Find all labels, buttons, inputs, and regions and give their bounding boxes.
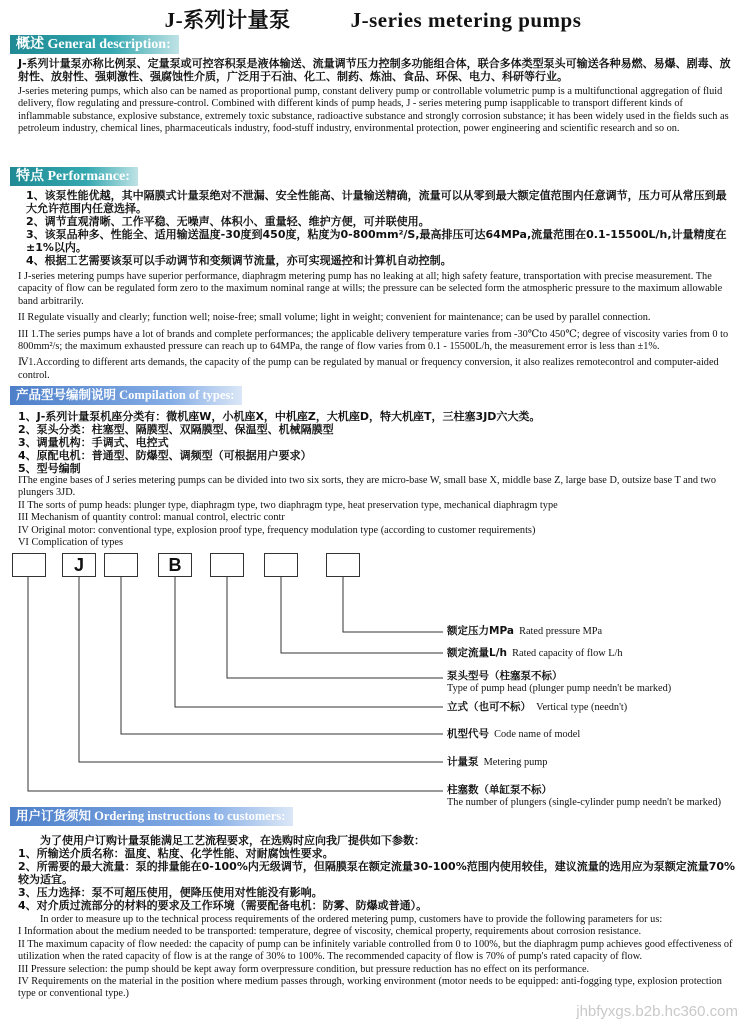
perf-en-2: II Regulate visually and clearly; function well; noise-free; small volume; light in weight; convenient for maintenance; can be used by parallel connection. (18, 312, 651, 324)
comp-zh-2: 2、泵头分类：柱塞型、隔膜型、双隔膜型、保温型、机械隔膜型 (18, 423, 334, 436)
general-zh: J-系列计量泵亦称比例泵、定量泵或可控容积泵是液体输送、流量调节压力控制多功能组合体，联合多体类型泵头可输送各种易燃、易爆、剧毒、放射性、放射性、强刺激性、强腐蚀性介质，广泛用于石油、化工、制药、炼油、食品、环保、电力、科研等行业。 (18, 57, 731, 83)
code-box-2: J (62, 553, 96, 577)
label-vertical: 立式（也可不标） Vertical type (needn't) (447, 701, 628, 713)
comp-en-1: IThe engine bases of J series metering pumps can be divided into two six sorts, they are micro-base W, small base X, middle base Z, large base D, outsize base T and two plungers 3JD. (18, 475, 717, 499)
comp-zh-1: 1、J-系列计量泵机座分类有：微机座W，小机座X，中机座Z，大机座D，特大机座T，三柱塞3JD六大类。 (18, 410, 541, 423)
performance-header: 特点 Performance: (10, 167, 138, 186)
comp-zh-4: 4、原配电机：普通型、防爆型、调频型（可根据用户要求） (18, 449, 312, 462)
comp-en-2: II The sorts of pump heads: plunger type, diaphragm type, two diaphragm type, heat preservation type, mechanical diaphragm type (18, 499, 558, 511)
ordering-header: 用户订货须知 Ordering instructions to customers: (10, 807, 293, 826)
order-en-3: III Pressure selection: the pump should be kept away form overpressure condition, but pressure reduction has no effect on its performance. (18, 963, 590, 975)
perf-en-1: I J-series metering pumps have superior performance, diaphragm metering pump has no leaking at all; high safety feature, transportation with precise measurement. The capacity of flow can be regulated form zero to the maximum nominal range at wills; the pressure can be selected form the atmospheric pressure to the maximum allowable band arbitrarily. (18, 271, 723, 307)
title-zh: J-系列计量泵 (164, 8, 291, 32)
comp-zh-3: 3、调量机构：手调式、电控式 (18, 436, 169, 449)
order-zh-0: 为了使用户订购计量泵能满足工艺流程要求，在选购时应向我厂提供如下参数： (40, 834, 425, 847)
label-rated-flow: 额定流量L/h Rated capacity of flow L/h (447, 647, 623, 659)
perf-zh-2: 2、调节直观清晰、工作平稳、无噪声、体积小、重量轻、维护方便，可并联使用。 (26, 215, 430, 228)
comp-en-4: IV Original motor: conventional type, explosion proof type, frequency modulation type (according to customer requirements) (18, 524, 536, 536)
order-zh-3: 3、压力选择：泵不可超压使用，便降压使用对性能没有影响。 (18, 886, 323, 899)
order-en-0: In order to measure up to the technical process requirements of the ordered metering pump, customers have to provide the following parameters for us: (40, 914, 663, 925)
general-en: J-series metering pumps, which also can be named as proportional pump, constant delivery pump or controllable volumetric pump is a multifunctional aggregation of fluid delivery, flow regulating and pressure-control. Combined with different kinds of pump heads, J - series metering pump isapplicable to transport different kinds of inflammable substance, explosive substance, extremely toxic substance, radioactive substance and strongly corrosion substance; it has been widely used in the fields such as petroleum industry, chemical lines, pharmaceuticals industry, food-stuff industry, environmental protection, power engineering and scientific research and so on. (18, 86, 729, 135)
order-en-2: II The maximum capacity of flow needed: the capacity of pump can be infinitely variable controlled from 0 to 100%, but the diaphragm pump achieves good effectiveness of utilization when the rated capacity of flow is at the range of 30% to 100%. The recommended capacity of flow is 70% of pump's rated capacity of flow. (18, 938, 733, 963)
perf-zh-1: 1、该泵性能优越，其中隔膜式计量泵绝对不泄漏、安全性能高、计量输送精确，流量可以从零到最大额定值范围内任意调节，压力可从常压到最大允许范围内任意选择。 (26, 189, 727, 215)
perf-en-4: Ⅳ1.According to different arts demands, the capacity of the pump can be regulated by manual or frequency conversion, it also realizes remotecontrol and computer-aided control. (18, 357, 719, 381)
compilation-header: 产品型号编制说明 Compilation of types: (10, 386, 242, 405)
title-en: J-series metering pumps (350, 8, 582, 32)
ordering-block (18, 834, 736, 1001)
label-pump-head: 泵头型号（柱塞泵不标） Type of pump head (plunger pump needn't be marked) (447, 670, 672, 694)
code-box-4: B (158, 553, 192, 577)
watermark: jhbfyxgs.b2b.hc360.com (576, 1003, 738, 1020)
perf-en-3: III 1.The series pumps have a lot of brands and complete performances; the applicable delivery temperature varies from -30℃to 450℃; degree of viscosity varies from 0 to 800mm²/s; the maximum exhausted pressure can reach up to 64MPa, the range of flow varies from 0.1 - 15500L/h, the measurement error is less than ±1%. (18, 328, 729, 353)
label-metering-pump: 计量泵 Metering pump (447, 756, 548, 768)
comp-zh-5: 5、型号编制 (18, 462, 81, 475)
comp-en-5: VI Complication of types (18, 537, 123, 549)
order-en-1: I Information about the medium needed to be transported: temperature, degree of viscosity, chemical property, requirements about corrosion resistance. (18, 926, 642, 938)
comp-en-3: III Mechanism of quantity control: manual control, electric contr (18, 512, 285, 524)
order-zh-2: 2、所需要的最大流量：泵的排量能在0-100%内无级调节，但隔膜泵在额定流量30-100%范围内使用较佳，建议流量的选用应为泵额定流量70%较为适宜。 (18, 860, 736, 886)
label-model-code: 机型代号 Code name of model (447, 728, 581, 740)
perf-zh-3: 3、该泵品种多、性能全、适用输送温度-30度到450度，粘度为0-800mm²/S,最高排压可达64MPa,流量范围在0.1-15500L/h,计量精度在±1%以内。 (26, 228, 727, 254)
label-rated-pressure: 额定压力MPa Rated pressure MPa (447, 625, 603, 637)
label-plungers: 柱塞数（单缸泵不标） The number of plungers (single-cylinder pump needn't be marked) (447, 784, 722, 808)
order-en-4: IV Requirements on the material in the position where medium passes through, working environment (motor needs to be equipped: anti-fogging type, explosion protection type or conventional type.) (18, 976, 722, 1000)
order-zh-4: 4、对介质过流部分的材料的要求及工作环境（需要配备电机：防雾、防爆或普通）。 (18, 899, 428, 912)
general-header: 概述 General description: (10, 35, 179, 54)
perf-zh-4: 4、根据工艺需要该泵可以手动调节和变频调节流量，亦可实现遥控和计算机自动控制。 (26, 254, 452, 267)
order-zh-1: 1、所输送介质名称：温度、粘度、化学性能、对耐腐蚀性要求。 (18, 847, 334, 860)
